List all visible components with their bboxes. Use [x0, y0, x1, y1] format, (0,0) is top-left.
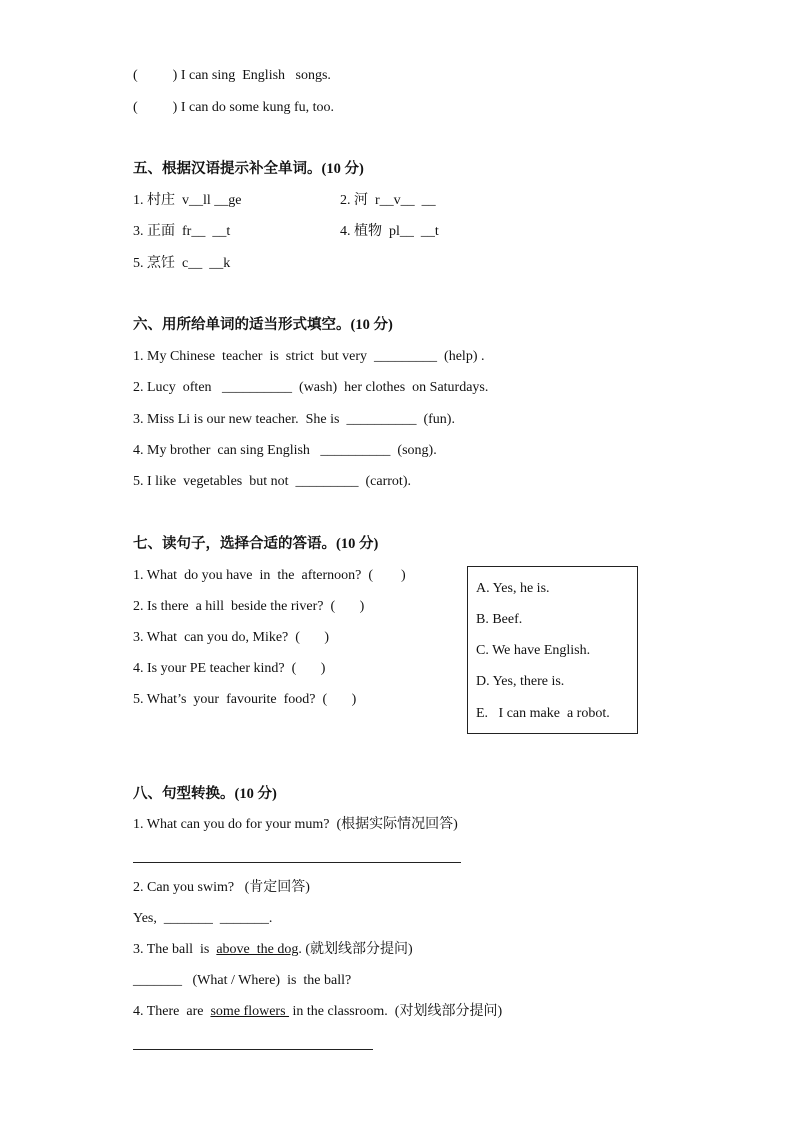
section-title: 六、用所给单词的适当形式填空。(10 分)	[133, 317, 393, 333]
list-item: 4. 植物 pl__ __t	[340, 224, 439, 239]
list-item: 2. Is there a hill beside the river? ( )	[133, 599, 365, 614]
answer-option: A. Yes, he is.	[476, 581, 550, 596]
list-item	[133, 941, 413, 959]
list-item: 4. My brother can sing English __________ (song).	[133, 443, 437, 458]
answer-option: D. Yes, there is.	[476, 674, 565, 689]
answer-text: _______ (What / Where) is the ball?	[133, 973, 352, 988]
list-item: 5. What’s your favourite food? ( )	[133, 692, 357, 707]
list-item: 2. 河 r__v__ __	[340, 193, 436, 208]
list-item: 2. Can you swim? (肯定回答)	[133, 880, 310, 895]
answer-option: E. I can make a robot.	[476, 706, 610, 721]
list-item: 5. 烹饪 c__ __k	[133, 256, 231, 271]
section-title: 八、句型转换。(10 分)	[133, 786, 277, 802]
answer-line	[133, 1049, 373, 1050]
list-item: 1. 村庄 v__ll __ge	[133, 193, 242, 208]
section-title: 七、读句子，选择合适的答语。(10 分)	[133, 536, 379, 552]
question-text: 3. The ball is	[133, 942, 217, 957]
question-text: . (就划线部分提问)	[298, 942, 413, 957]
answer-line	[133, 862, 461, 863]
answer-box	[467, 566, 638, 734]
list-item: 2. Lucy often __________ (wash) her clothes on Saturdays.	[133, 380, 489, 395]
list-item: 4. Is your PE teacher kind? ( )	[133, 661, 326, 676]
question-text: 4. There are	[133, 1004, 211, 1019]
list-item: 1. What do you have in the afternoon? ( )	[133, 568, 406, 583]
list-item: 3. What can you do, Mike? ( )	[133, 630, 330, 645]
answer-option: C. We have English.	[476, 643, 591, 658]
list-item: 3. 正面 fr__ __t	[133, 224, 231, 239]
question-line: ( ) I can sing English songs.	[133, 68, 331, 83]
underlined-phrase: above the dog	[216, 942, 299, 957]
list-item: 3. Miss Li is our new teacher. She is __________ (fun).	[133, 412, 455, 427]
list-item: 1. My Chinese teacher is strict but very _________ (help) .	[133, 349, 485, 364]
answer-option: B. Beef.	[476, 612, 523, 627]
underlined-phrase: some flowers	[210, 1004, 290, 1019]
section-title: 五、根据汉语提示补全单词。(10 分)	[133, 161, 364, 177]
list-item: 1. What can you do for your mum? (根据实际情况回答)	[133, 817, 458, 832]
question-text: in the classroom. (对划线部分提问)	[289, 1004, 503, 1019]
list-item: 5. I like vegetables but not _________ (carrot).	[133, 474, 411, 489]
question-line: ( ) I can do some kung fu, too.	[133, 100, 335, 115]
list-item	[133, 1003, 502, 1021]
answer-text: Yes, _______ _______.	[133, 911, 273, 926]
